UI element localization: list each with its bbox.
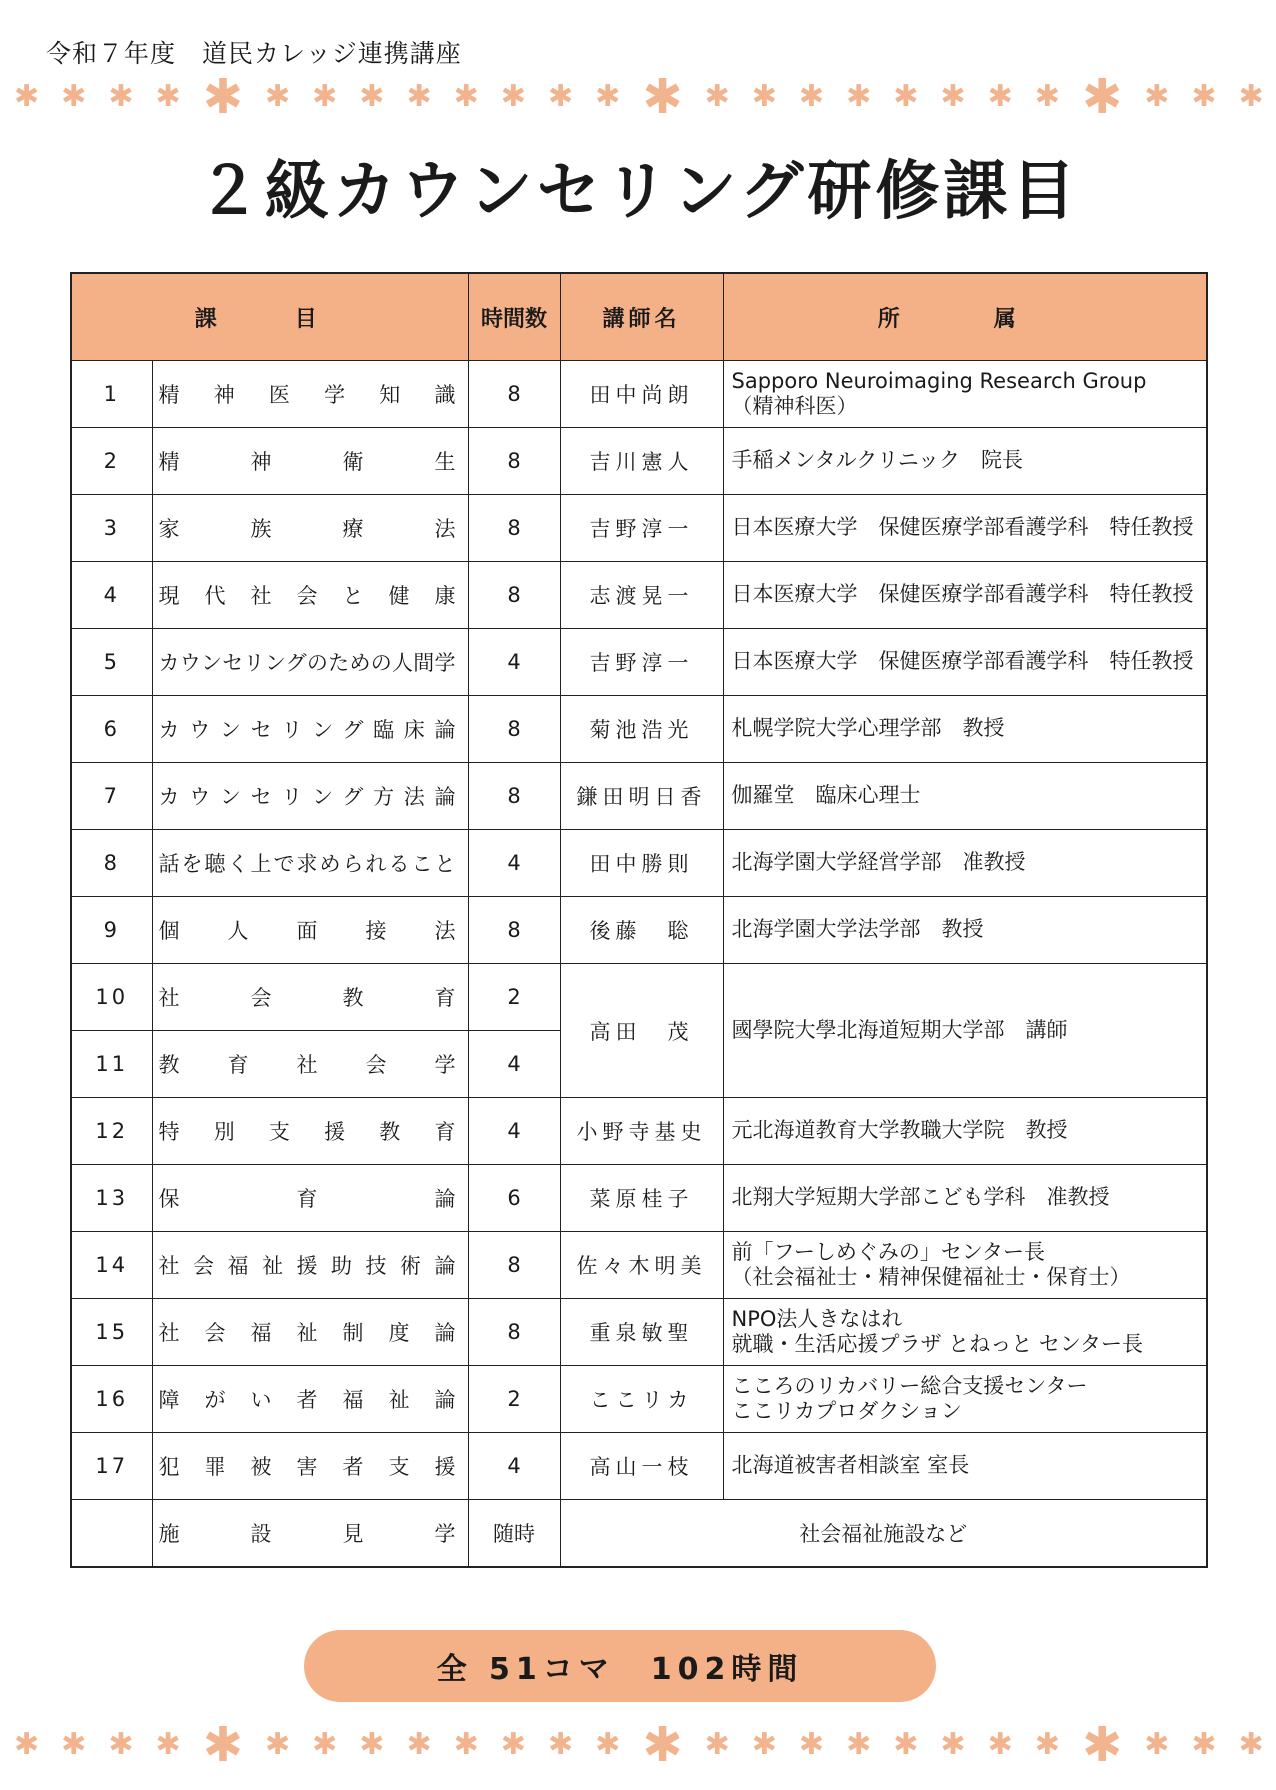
row-number: 12 <box>71 1098 152 1165</box>
row-instructor: 重泉敏聖 <box>560 1299 723 1366</box>
row-number: 6 <box>71 696 152 763</box>
affiliation-line-2: ここリカプロダクション <box>731 1399 962 1423</box>
row-subject: 社会教育 <box>152 964 468 1031</box>
row-hours: 8 <box>468 562 560 629</box>
row-instructor: 菜原桂子 <box>560 1165 723 1232</box>
star-icon: ✱ <box>1144 79 1170 114</box>
row-affiliation <box>723 1366 1207 1433</box>
row-instructor: 吉野淳一 <box>560 495 723 562</box>
star-icon: ✱ <box>312 79 338 114</box>
affiliation-line: NPO法人きなはれ <box>731 1306 903 1331</box>
row-hours: 8 <box>468 897 560 964</box>
star-icon: ✱ <box>155 79 181 114</box>
star-icon: ✱ <box>846 1727 872 1762</box>
star-icon: ✱ <box>595 1727 621 1762</box>
row-hours: 4 <box>468 830 560 897</box>
row-hours: 4 <box>468 629 560 696</box>
star-icon: ✱ <box>987 1727 1013 1762</box>
row-hours: 8 <box>468 428 560 495</box>
row-subject: 教育社会学 <box>152 1031 468 1098</box>
row-subject: 現代社会と健康 <box>152 562 468 629</box>
star-icon: ✱ <box>312 1727 338 1762</box>
star-icon: ✱ <box>1081 1717 1123 1773</box>
table-row <box>71 629 1207 696</box>
table-row <box>71 1299 1207 1366</box>
row-subject: 特別支援教育 <box>152 1098 468 1165</box>
row-subject: 話を聴く上で求められること <box>152 830 468 897</box>
affiliation-line: Sapporo Neuroimaging Research Group <box>731 368 1147 393</box>
row-subject: カウンセリングのための人間学 <box>152 629 468 696</box>
row-hours: 随時 <box>468 1500 560 1568</box>
star-icon: ✱ <box>500 79 526 114</box>
table-row <box>71 1433 1207 1500</box>
row-instructor: 志渡晃一 <box>560 562 723 629</box>
affiliation-line-2: 就職・生活応援プラザ とねっと センター長 <box>731 1332 1144 1356</box>
affiliation-line: 北海学園大学経営学部 准教授 <box>731 850 1026 875</box>
row-subject: 社会福祉援助技術論 <box>152 1232 468 1299</box>
total-pill: 全 51コマ 102時間 <box>304 1630 936 1702</box>
header-hours: 時間数 <box>468 273 560 361</box>
star-icon: ✱ <box>155 1727 181 1762</box>
star-icon: ✱ <box>61 1727 87 1762</box>
star-icon: ✱ <box>893 1727 919 1762</box>
row-subject: 社会福祉制度論 <box>152 1299 468 1366</box>
row-number: 10 <box>71 964 152 1031</box>
row-subject: 保育論 <box>152 1165 468 1232</box>
row-instructor: ここリカ <box>560 1366 723 1433</box>
row-affiliation <box>723 1299 1207 1366</box>
row-subject: 家族療法 <box>152 495 468 562</box>
row-number: 3 <box>71 495 152 562</box>
affiliation-line: 國學院大學北海道短期大学部 講師 <box>731 1017 1068 1042</box>
row-number: 5 <box>71 629 152 696</box>
table-row <box>71 495 1207 562</box>
row-affiliation <box>723 763 1207 830</box>
star-icon: ✱ <box>453 79 479 114</box>
star-icon: ✱ <box>108 79 134 114</box>
row-subject: カウンセリング臨床論 <box>152 696 468 763</box>
star-icon: ✱ <box>1081 69 1123 125</box>
header-affiliation: 所 属 <box>723 273 1207 361</box>
affiliation-line-2: （社会福祉士・精神保健福祉士・保育士） <box>731 1265 1131 1289</box>
row-instructor: 佐々木明美 <box>560 1232 723 1299</box>
affiliation-line: 前「フーしめぐみの」センター長 <box>731 1239 1046 1264</box>
row-affiliation <box>723 428 1207 495</box>
table-row <box>71 562 1207 629</box>
star-icon: ✱ <box>359 1727 385 1762</box>
row-affiliation <box>723 1433 1207 1500</box>
affiliation-line: 日本医療大学 保健医療学部看護学科 特任教授 <box>731 582 1194 607</box>
affiliation-line: 日本医療大学 保健医療学部看護学科 特任教授 <box>731 515 1194 540</box>
star-icon: ✱ <box>1238 1727 1264 1762</box>
affiliation-line: 北海学園大学法学部 教授 <box>731 917 984 942</box>
star-icon: ✱ <box>406 79 432 114</box>
row-hours: 4 <box>468 1433 560 1500</box>
row-affiliation <box>723 562 1207 629</box>
star-icon: ✱ <box>642 1717 683 1773</box>
affiliation-line: こころのリカバリー総合支援センター <box>731 1373 1088 1398</box>
row-hours: 8 <box>468 763 560 830</box>
table-row <box>71 1366 1207 1433</box>
affiliation-line: 札幌学院大学心理学部 教授 <box>731 716 1005 741</box>
row-subject: 障がい者福祉論 <box>152 1366 468 1433</box>
star-icon: ✱ <box>264 1727 291 1762</box>
row-affiliation <box>723 361 1207 428</box>
star-row-top <box>14 69 1264 125</box>
affiliation-line: 北翔大学短期大学部こども学科 准教授 <box>731 1185 1110 1210</box>
row-number: 4 <box>71 562 152 629</box>
star-icon: ✱ <box>987 79 1013 114</box>
star-icon: ✱ <box>202 69 243 125</box>
star-icon: ✱ <box>1191 1727 1217 1762</box>
row-subject: 精神衛生 <box>152 428 468 495</box>
row-hours: 8 <box>468 696 560 763</box>
star-icon: ✱ <box>61 79 87 114</box>
affiliation-line: 手稲メンタルクリニック 院長 <box>731 448 1023 473</box>
row-number <box>71 1500 152 1568</box>
star-icon: ✱ <box>704 79 730 114</box>
row-number: 14 <box>71 1232 152 1299</box>
row-number: 9 <box>71 897 152 964</box>
star-icon: ✱ <box>14 79 40 114</box>
row-number: 11 <box>71 1031 152 1098</box>
row-affiliation <box>723 897 1207 964</box>
row-subject: 精神医学知識 <box>152 361 468 428</box>
row-affiliation <box>723 495 1207 562</box>
star-icon: ✱ <box>264 79 291 114</box>
row-hours: 8 <box>468 1299 560 1366</box>
star-icon: ✱ <box>798 79 825 114</box>
star-icon: ✱ <box>202 1717 243 1773</box>
star-icon: ✱ <box>547 1727 574 1762</box>
star-icon: ✱ <box>108 1727 134 1762</box>
row-number: 7 <box>71 763 152 830</box>
row-number: 1 <box>71 361 152 428</box>
star-icon: ✱ <box>14 1727 40 1762</box>
table-row <box>71 1232 1207 1299</box>
row-affiliation <box>723 1098 1207 1165</box>
row-instructor: 吉野淳一 <box>560 629 723 696</box>
header-subject: 課 目 <box>71 273 468 361</box>
row-affiliation <box>723 629 1207 696</box>
table-row <box>71 763 1207 830</box>
row-instructor: 鎌田明日香 <box>560 763 723 830</box>
row-hours: 6 <box>468 1165 560 1232</box>
table-header-row <box>71 273 1207 361</box>
star-icon: ✱ <box>704 1727 730 1762</box>
star-icon: ✱ <box>1034 79 1060 114</box>
row-instructor: 吉川憲人 <box>560 428 723 495</box>
affiliation-line: 元北海道教育大学教職大学院 教授 <box>731 1118 1068 1143</box>
row-affiliation <box>723 696 1207 763</box>
star-icon: ✱ <box>359 79 385 114</box>
row-instructor: 菊池浩光 <box>560 696 723 763</box>
row-hours: 8 <box>468 495 560 562</box>
row-number: 17 <box>71 1433 152 1500</box>
row-subject: カウンセリング方法論 <box>152 763 468 830</box>
table-row <box>71 696 1207 763</box>
affiliation-line-2: （精神科医） <box>731 394 858 418</box>
star-row-bottom <box>14 1717 1264 1773</box>
row-number: 2 <box>71 428 152 495</box>
row-affiliation <box>723 1165 1207 1232</box>
star-icon: ✱ <box>500 1727 526 1762</box>
table-row <box>71 830 1207 897</box>
table-row <box>71 964 1207 1031</box>
table-row <box>71 428 1207 495</box>
row-number: 15 <box>71 1299 152 1366</box>
affiliation-line: 伽羅堂 臨床心理士 <box>731 783 921 808</box>
star-icon: ✱ <box>893 79 919 114</box>
star-icon: ✱ <box>453 1727 479 1762</box>
star-icon: ✱ <box>751 79 777 114</box>
star-icon: ✱ <box>940 79 966 114</box>
star-icon: ✱ <box>1238 79 1264 114</box>
star-icon: ✱ <box>751 1727 777 1762</box>
row-instructor: 後藤 聡 <box>560 897 723 964</box>
row-hours: 8 <box>468 361 560 428</box>
row-subject: 施設見学 <box>152 1500 468 1568</box>
table-row-visit <box>71 1500 1207 1568</box>
row-subject: 犯罪被害者支援 <box>152 1433 468 1500</box>
row-instructor: 高田 茂 <box>560 964 723 1098</box>
header-text: 令和７年度 道民カレッジ連携講座 <box>46 39 462 68</box>
table-row <box>71 1098 1207 1165</box>
row-hours: 8 <box>468 1232 560 1299</box>
star-icon: ✱ <box>1144 1727 1170 1762</box>
row-hours: 4 <box>468 1031 560 1098</box>
row-instructor: 田中尚朗 <box>560 361 723 428</box>
row-instructor: 田中勝則 <box>560 830 723 897</box>
header-instructor: 講師名 <box>560 273 723 361</box>
row-number: 8 <box>71 830 152 897</box>
row-number: 13 <box>71 1165 152 1232</box>
table-row <box>71 361 1207 428</box>
affiliation-line: 北海道被害者相談室 室長 <box>731 1453 970 1478</box>
table-row <box>71 1165 1207 1232</box>
row-instructor: 高山一枝 <box>560 1433 723 1500</box>
star-icon: ✱ <box>642 69 683 125</box>
star-icon: ✱ <box>940 1727 966 1762</box>
row-hours: 2 <box>468 1366 560 1433</box>
row-visit-note: 社会福祉施設など <box>560 1500 1207 1568</box>
course-table <box>70 272 1208 1568</box>
row-hours: 2 <box>468 964 560 1031</box>
row-number: 16 <box>71 1366 152 1433</box>
row-affiliation <box>723 964 1207 1098</box>
star-icon: ✱ <box>846 79 872 114</box>
affiliation-line: 日本医療大学 保健医療学部看護学科 特任教授 <box>731 649 1194 674</box>
row-affiliation <box>723 830 1207 897</box>
star-icon: ✱ <box>1034 1727 1060 1762</box>
row-hours: 4 <box>468 1098 560 1165</box>
star-icon: ✱ <box>1191 79 1217 114</box>
row-instructor: 小野寺基史 <box>560 1098 723 1165</box>
page-title: ２級カウンセリング研修課目 <box>196 155 1080 229</box>
row-subject: 個人面接法 <box>152 897 468 964</box>
star-icon: ✱ <box>798 1727 825 1762</box>
star-icon: ✱ <box>547 79 574 114</box>
star-icon: ✱ <box>406 1727 432 1762</box>
row-affiliation <box>723 1232 1207 1299</box>
table-row <box>71 897 1207 964</box>
star-icon: ✱ <box>595 79 621 114</box>
